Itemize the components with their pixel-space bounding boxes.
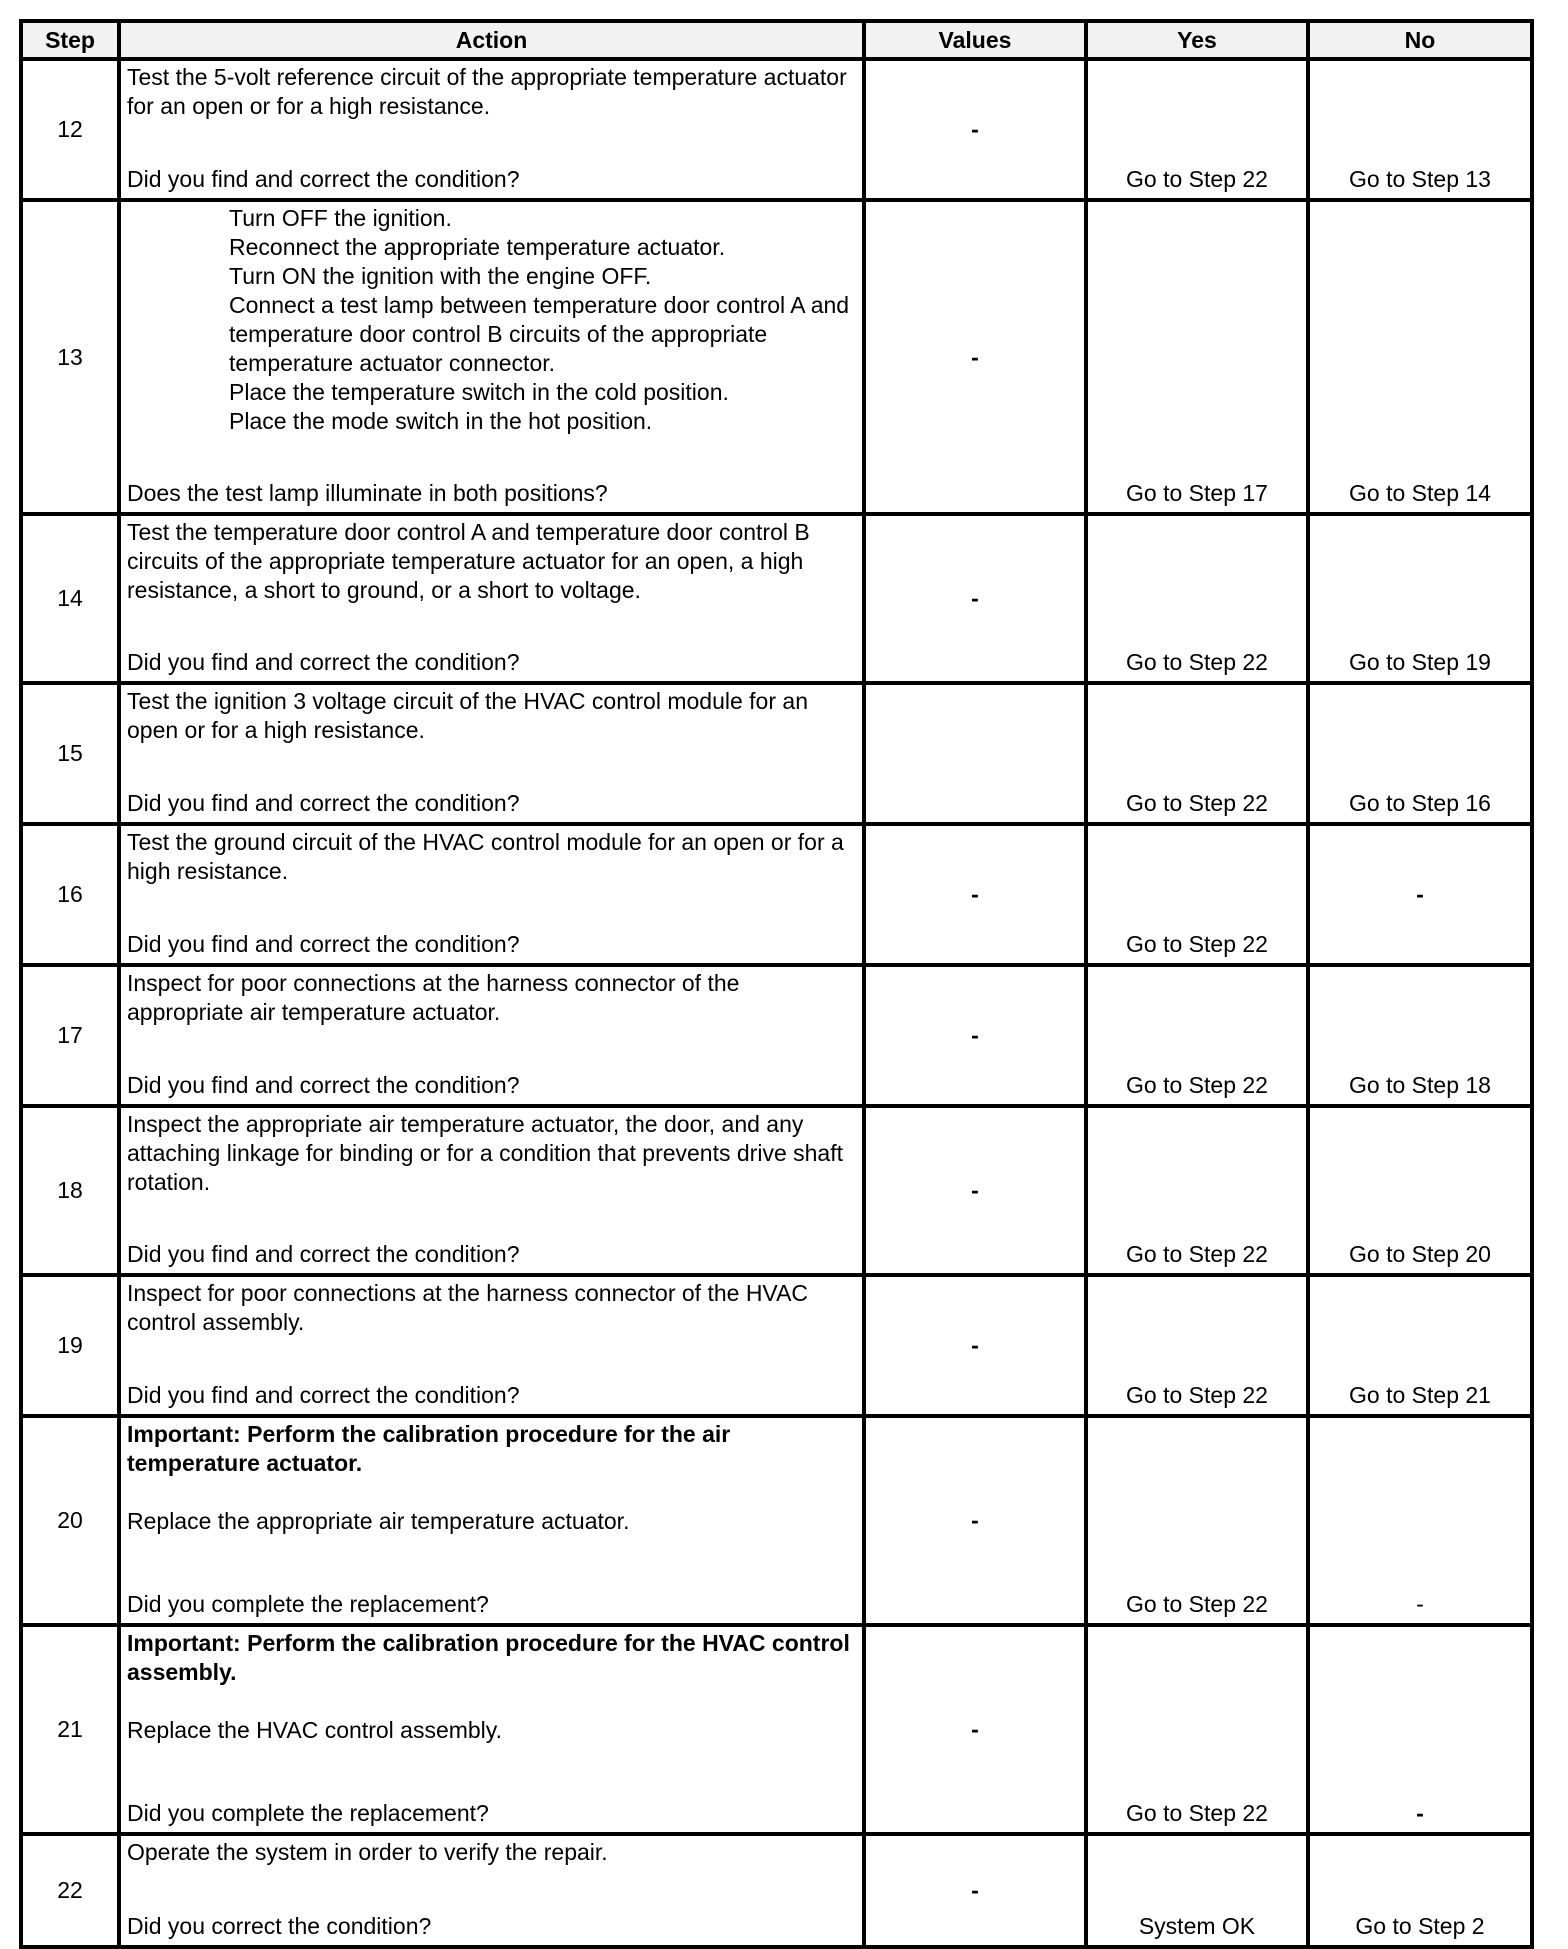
step-number: 16 [21, 824, 119, 965]
action-cell [119, 1625, 864, 1834]
no-cell: Go to Step 19 [1308, 514, 1532, 683]
list-item: Turn OFF the ignition. [229, 205, 452, 231]
action-question: Did you find and correct the condition? [127, 1241, 520, 1267]
action-text: Test the ignition 3 voltage circuit of the HVAC control module for an open or for a high resistance. [127, 688, 808, 743]
no-cell: Go to Step 21 [1308, 1275, 1532, 1416]
values-cell: - [864, 965, 1086, 1106]
no-cell: Go to Step 2 [1308, 1834, 1532, 1947]
list-item: Turn ON the ignition with the engine OFF. [229, 263, 652, 289]
action-cell [119, 1416, 864, 1625]
yes-cell: Go to Step 22 [1086, 824, 1308, 965]
yes-cell: Go to Step 22 [1086, 514, 1308, 683]
no-cell: - [1308, 1416, 1532, 1625]
action-question: Did you complete the replacement? [127, 1800, 489, 1826]
action-cell [119, 1834, 864, 1947]
step-number: 20 [21, 1416, 119, 1625]
list-item: Place the mode switch in the hot position. [229, 408, 653, 434]
action-text: Inspect for poor connections at the harness connector of the HVAC control assembly. [127, 1280, 809, 1335]
action-question: Did you find and correct the condition? [127, 931, 520, 957]
table-row [21, 1106, 1532, 1275]
action-question: Did you correct the condition? [127, 1913, 432, 1939]
step-number: 13 [21, 200, 119, 514]
table-row [21, 1625, 1532, 1834]
table-row [21, 683, 1532, 824]
action-text: Inspect for poor connections at the harness connector of the appropriate air temperature actuator. [127, 970, 740, 1025]
values-cell: - [864, 514, 1086, 683]
values-cell: - [864, 59, 1086, 200]
diagnostic-table [19, 19, 1534, 1949]
no-cell: Go to Step 16 [1308, 683, 1532, 824]
step-number: 14 [21, 514, 119, 683]
yes-cell: Go to Step 22 [1086, 1625, 1308, 1834]
yes-cell: Go to Step 22 [1086, 1416, 1308, 1625]
action-cell [119, 59, 864, 200]
yes-cell: System OK [1086, 1834, 1308, 1947]
no-cell: Go to Step 20 [1308, 1106, 1532, 1275]
values-cell: - [864, 1275, 1086, 1416]
action-text: Replace the appropriate air temperature actuator. [127, 1508, 630, 1534]
action-question: Does the test lamp illuminate in both positions? [127, 480, 608, 506]
table-row [21, 59, 1532, 200]
table-row [21, 1275, 1532, 1416]
no-cell: Go to Step 14 [1308, 200, 1532, 514]
header-yes: Yes [1086, 21, 1308, 59]
action-cell [119, 514, 864, 683]
no-cell: - [1308, 1625, 1532, 1834]
action-question: Did you find and correct the condition? [127, 1382, 520, 1408]
values-cell: - [864, 1834, 1086, 1947]
table-row [21, 200, 1532, 514]
no-cell: Go to Step 13 [1308, 59, 1532, 200]
values-cell: - [864, 200, 1086, 514]
yes-cell: Go to Step 22 [1086, 683, 1308, 824]
important-note: Important: Perform the calibration procedure for the air temperature actuator. [127, 1421, 731, 1476]
action-steps-list [127, 204, 856, 436]
values-cell: - [864, 1416, 1086, 1625]
action-cell [119, 1106, 864, 1275]
table-row [21, 1834, 1532, 1947]
header-action: Action [119, 21, 864, 59]
list-item: Place the temperature switch in the cold position. [229, 379, 729, 405]
no-cell: Go to Step 18 [1308, 965, 1532, 1106]
action-cell [119, 965, 864, 1106]
action-question: Did you complete the replacement? [127, 1591, 489, 1617]
action-cell [119, 1275, 864, 1416]
values-cell: - [864, 1625, 1086, 1834]
action-text: Inspect the appropriate air temperature actuator, the door, and any attaching linkage for binding or for a condition that prevents drive shaft rotation. [127, 1111, 843, 1195]
values-cell: - [864, 824, 1086, 965]
action-text: Test the ground circuit of the HVAC control module for an open or for a high resistance. [127, 829, 844, 884]
action-question: Did you find and correct the condition? [127, 166, 520, 192]
action-cell [119, 683, 864, 824]
list-item: Connect a test lamp between temperature door control A and temperature door control B circuits of the appropriate temperature actuator connector. [229, 292, 850, 376]
yes-cell: Go to Step 22 [1086, 59, 1308, 200]
header-values: Values [864, 21, 1086, 59]
action-cell [119, 200, 864, 514]
yes-cell: Go to Step 22 [1086, 1275, 1308, 1416]
yes-cell: Go to Step 22 [1086, 965, 1308, 1106]
step-number: 19 [21, 1275, 119, 1416]
values-cell: - [864, 1106, 1086, 1275]
table-row [21, 824, 1532, 965]
step-number: 18 [21, 1106, 119, 1275]
header-no: No [1308, 21, 1532, 59]
important-note: Important: Perform the calibration procedure for the HVAC control assembly. [127, 1630, 850, 1685]
action-question: Did you find and correct the condition? [127, 790, 520, 816]
step-number: 15 [21, 683, 119, 824]
action-question: Did you find and correct the condition? [127, 649, 520, 675]
action-cell [119, 824, 864, 965]
table-row [21, 965, 1532, 1106]
header-row [21, 21, 1532, 59]
values-cell [864, 683, 1086, 824]
table-row [21, 514, 1532, 683]
no-cell: - [1308, 824, 1532, 965]
header-step: Step [21, 21, 119, 59]
step-number: 21 [21, 1625, 119, 1834]
action-text: Test the 5-volt reference circuit of the appropriate temperature actuator for an open or for a high resistance. [127, 64, 847, 119]
action-text: Test the temperature door control A and temperature door control B circuits of the appropriate temperature actuator for an open, a high resistance, a short to ground, or a short to voltage. [127, 519, 810, 603]
action-text: Replace the HVAC control assembly. [127, 1717, 502, 1743]
step-number: 12 [21, 59, 119, 200]
list-item: Reconnect the appropriate temperature actuator. [229, 234, 726, 260]
table-row [21, 1416, 1532, 1625]
yes-cell: Go to Step 22 [1086, 1106, 1308, 1275]
step-number: 17 [21, 965, 119, 1106]
action-text: Operate the system in order to verify the repair. [127, 1839, 608, 1865]
yes-cell: Go to Step 17 [1086, 200, 1308, 514]
action-question: Did you find and correct the condition? [127, 1072, 520, 1098]
step-number: 22 [21, 1834, 119, 1947]
